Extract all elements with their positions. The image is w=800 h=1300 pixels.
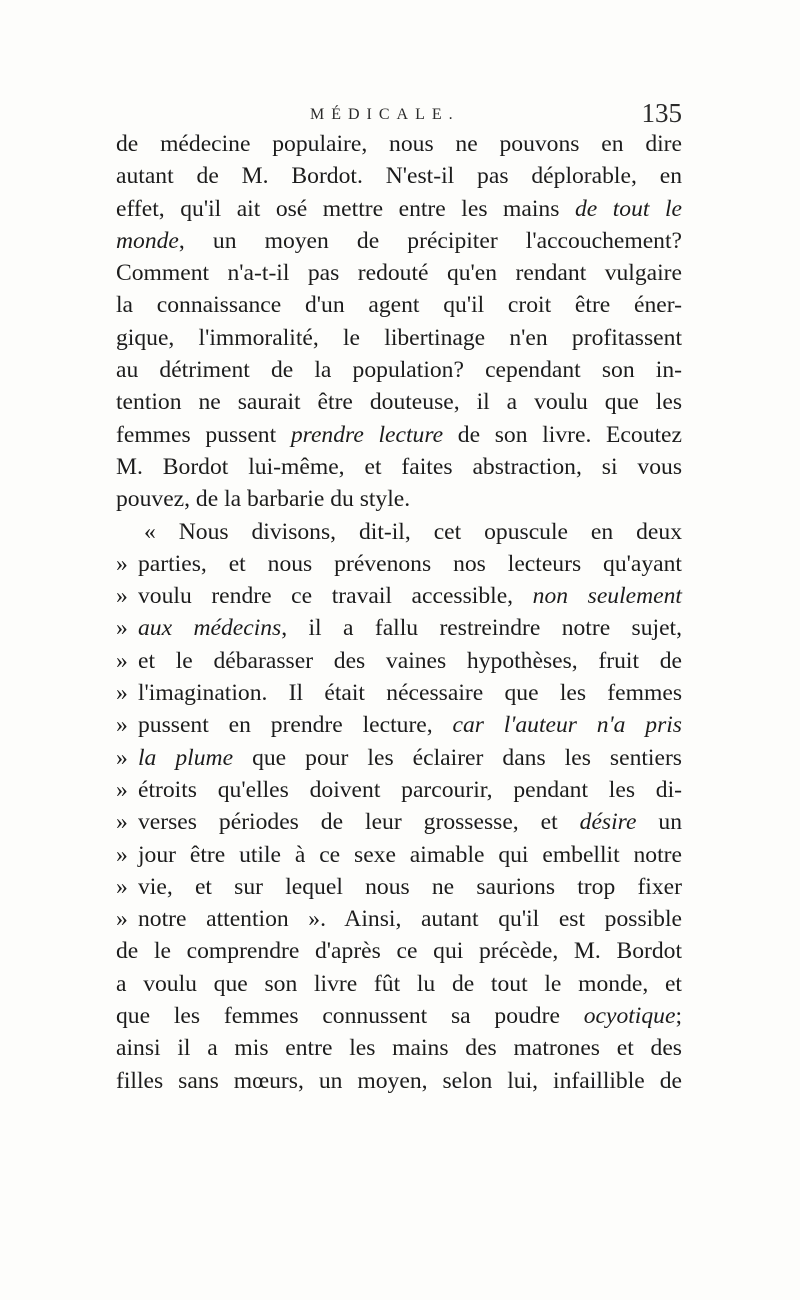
- italic-text: désire: [579, 809, 637, 836]
- text-line: [116, 612, 682, 644]
- text-line: [116, 1000, 682, 1032]
- line-text: pussent en prendre lecture,: [138, 712, 453, 739]
- quote-mark: »: [116, 873, 128, 900]
- text-line: [116, 677, 682, 709]
- text-line: [116, 1065, 682, 1097]
- italic-text: la plume: [138, 744, 234, 771]
- line-text: pouvez, de la barbarie du style.: [116, 486, 411, 513]
- text-line: [116, 386, 682, 418]
- line-text: effet, qu'il ait osé mettre entre les mains: [116, 195, 575, 222]
- text-line: [116, 225, 682, 257]
- line-text: l'imagination. Il était nécessaire que les femmes: [138, 680, 682, 707]
- quote-mark: »: [116, 583, 128, 610]
- italic-text: non seulement: [532, 583, 682, 610]
- text-line: [116, 709, 682, 741]
- line-text: verses périodes de leur grossesse, et: [138, 809, 580, 836]
- line-text: de le comprendre d'après ce qui précède, M. Bordot: [116, 938, 682, 965]
- line-text: « Nous divisons, dit-il, cet opuscule en deux: [144, 518, 682, 545]
- text-line: [116, 935, 682, 967]
- text-line: [116, 128, 682, 160]
- text-line: [116, 419, 682, 451]
- text-line: [116, 160, 682, 192]
- quote-mark: »: [116, 680, 128, 707]
- body-text: [116, 128, 682, 1097]
- text-line: [116, 871, 682, 903]
- text-line: [116, 839, 682, 871]
- quote-mark: »: [116, 776, 128, 803]
- quote-mark: »: [116, 744, 128, 771]
- quote-mark: »: [116, 841, 128, 868]
- text-line: [116, 968, 682, 1000]
- page-number: 135: [641, 98, 682, 128]
- line-text: autant de M. Bordot. N'est-il pas déplorable, en: [116, 163, 682, 190]
- line-text: a voulu que son livre fût lu de tout le monde, et: [116, 970, 682, 997]
- text-line: [116, 742, 682, 774]
- text-line: [116, 580, 682, 612]
- line-text: , il a fallu restreindre notre sujet,: [281, 615, 683, 642]
- quote-mark: »: [116, 906, 128, 933]
- quote-mark: »: [116, 809, 128, 836]
- line-text: un: [636, 809, 682, 836]
- line-text: filles sans mœurs, un moyen, selon lui, infaillible de: [116, 1067, 682, 1094]
- line-text: que les femmes connussent sa poudre: [116, 1003, 584, 1030]
- italic-text: prendre lecture: [290, 421, 444, 448]
- line-text: Comment n'a-t-il pas redouté qu'en rendant vulgaire: [116, 260, 682, 287]
- text-line: [116, 774, 682, 806]
- line-text: jour être utile à ce sexe aimable qui embellit notre: [138, 841, 682, 868]
- running-head: [108, 98, 686, 130]
- line-text: notre attention ». Ainsi, autant qu'il est possible: [138, 906, 682, 933]
- running-title: MÉDICALE.: [310, 106, 460, 123]
- text-line: [116, 289, 682, 321]
- italic-text: car l'auteur n'a pris: [452, 712, 682, 739]
- line-text: , un moyen de précipiter l'accouchement?: [178, 227, 682, 254]
- line-text: la connaissance d'un agent qu'il croit être éner-: [116, 292, 682, 319]
- quote-mark: »: [116, 550, 128, 577]
- text-line: [116, 257, 682, 289]
- text-line: [116, 451, 682, 483]
- text-line: [116, 516, 682, 548]
- text-line: [116, 548, 682, 580]
- text-line: [116, 193, 682, 225]
- line-text: étroits qu'elles doivent parcourir, pendant les di-: [138, 776, 682, 803]
- text-line: [116, 645, 682, 677]
- line-text: que pour les éclairer dans les sentiers: [233, 744, 682, 771]
- italic-text: ocyotique: [583, 1003, 676, 1030]
- italic-text: de tout le: [574, 195, 683, 222]
- line-text: tention ne saurait être douteuse, il a voulu que les: [116, 389, 682, 416]
- text-line: [116, 483, 682, 515]
- text-line: [116, 322, 682, 354]
- line-text: gique, l'immoralité, le libertinage n'en profitassent: [116, 324, 682, 351]
- text-line: [116, 1032, 682, 1064]
- line-text: ainsi il a mis entre les mains des matrones et des: [116, 1035, 682, 1062]
- quote-mark: »: [116, 712, 128, 739]
- italic-text: monde: [116, 227, 179, 254]
- text-line: [116, 354, 682, 386]
- quote-mark: »: [116, 647, 128, 674]
- line-text: ;: [675, 1003, 682, 1030]
- line-text: et le débarasser des vaines hypothèses, fruit de: [138, 647, 682, 674]
- line-text: de médecine populaire, nous ne pouvons en dire: [116, 131, 682, 157]
- italic-text: aux médecins: [138, 615, 282, 642]
- line-text: de son livre. Ecoutez: [443, 421, 683, 448]
- line-text: M. Bordot lui-même, et faites abstraction, si vous: [116, 453, 682, 480]
- line-text: voulu rendre ce travail accessible,: [138, 583, 533, 610]
- text-line: [116, 903, 682, 935]
- line-text: au détriment de la population? cependant son in-: [116, 357, 682, 384]
- text-line: [116, 806, 682, 838]
- line-text: parties, et nous prévenons nos lecteurs qu'ayant: [138, 550, 682, 577]
- line-text: femmes pussent: [116, 421, 291, 448]
- quote-mark: »: [116, 615, 128, 642]
- line-text: vie, et sur lequel nous ne saurions trop fixer: [138, 873, 682, 900]
